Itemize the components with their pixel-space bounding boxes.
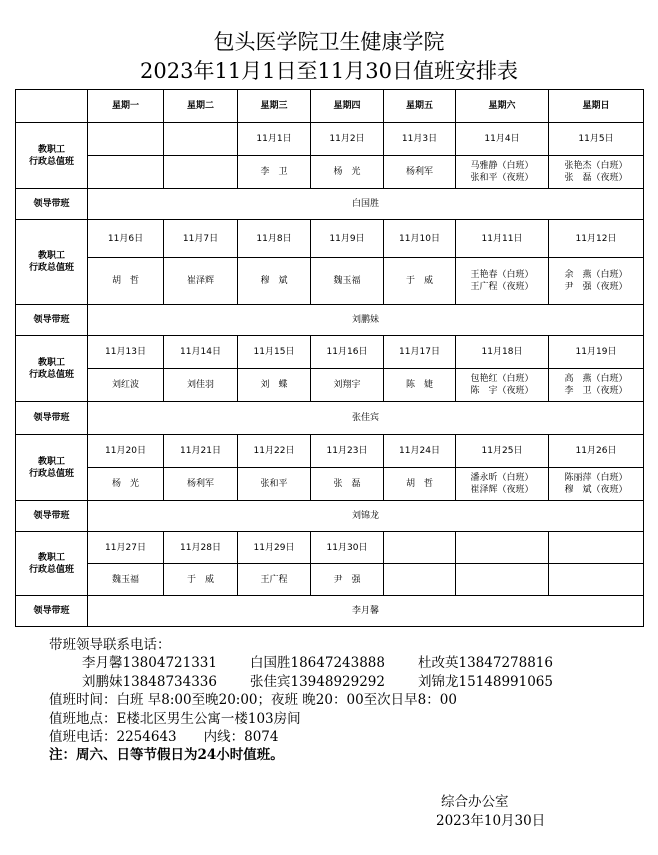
date-row [16, 220, 644, 258]
page-subtitle: 2023年11月1日至11月30日值班安排表 [140, 59, 518, 83]
day-header: 星期六 [456, 90, 549, 123]
staff-label-line1: 教职工 [37, 251, 65, 261]
leader-row [16, 189, 644, 220]
duty-person: 刘佳羽 [186, 380, 214, 390]
date-cell: 11月13日 [88, 336, 164, 369]
duty-cell [384, 258, 456, 305]
duty-person: 刘 蝶 [260, 380, 288, 390]
staff-label-line2: 行政总值班 [28, 156, 74, 167]
duty-cell [456, 369, 549, 402]
staff-duty-label [16, 336, 88, 402]
staff-label-line2: 行政总值班 [28, 564, 74, 575]
duty-person: 陈 宇（夜班） [470, 386, 534, 396]
leader-label: 领导带班 [16, 305, 88, 336]
duty-person: 潘永昕（白班） [470, 473, 534, 483]
duty-cell [384, 156, 456, 189]
date-cell: 11月11日 [456, 220, 549, 258]
duty-person: 王艳春（白班） [470, 270, 534, 280]
duty-person: 杨利军 [186, 479, 214, 489]
duty-person: 张和平（夜班） [470, 173, 534, 183]
duty-cell [384, 369, 456, 402]
issue-date: 2023年10月30日 [436, 813, 546, 829]
duty-person: 马雅静（白班） [470, 161, 534, 171]
header-row [16, 90, 644, 123]
date-row [16, 435, 644, 468]
duty-person: 包艳红（白班） [470, 374, 534, 384]
staff-duty-label [16, 220, 88, 305]
duty-person: 胡 哲 [111, 276, 139, 286]
duty-person: 陈 婕 [405, 380, 433, 390]
date-cell: 11月1日 [238, 123, 311, 156]
duty-cell [88, 258, 164, 305]
contact-entry: 杜改英13847278816 [418, 655, 553, 672]
leader-name: 张佳宾 [88, 402, 644, 435]
duty-time: 值班时间：白班 早8:00至晚20:00；夜班 晚20：00至次日早8：00 [49, 692, 457, 709]
duty-person: 张 磊 [333, 479, 361, 489]
duty-person: 尹 强（夜班） [564, 282, 628, 292]
duty-person: 于 威 [405, 276, 433, 286]
duty-cell [311, 156, 384, 189]
duty-cell [456, 156, 549, 189]
duty-cell [311, 468, 384, 501]
duty-cell [456, 468, 549, 501]
duty-cell [456, 564, 549, 596]
date-row [16, 123, 644, 156]
duty-person: 余 燕（白班） [564, 270, 628, 280]
date-cell: 11月20日 [88, 435, 164, 468]
duty-person: 王广程 [260, 574, 288, 585]
leader-row [16, 402, 644, 435]
staff-label-line1: 教职工 [37, 144, 65, 155]
date-cell: 11月23日 [311, 435, 384, 468]
contacts-title: 带班领导联系电话： [49, 637, 171, 653]
day-header: 星期二 [164, 90, 238, 123]
date-cell: 11月2日 [311, 123, 384, 156]
leader-name: 李月馨 [88, 596, 644, 627]
staff-duty-label [16, 435, 88, 501]
date-cell [88, 123, 164, 156]
date-cell: 11月12日 [549, 220, 644, 258]
duty-row [16, 564, 644, 596]
duty-person: 李 卫（夜班） [564, 386, 628, 396]
contact-entry: 张佳宾13948929292 [250, 673, 385, 690]
duty-cell [238, 564, 311, 596]
date-cell: 11月6日 [88, 220, 164, 258]
leader-label: 领导带班 [16, 501, 88, 532]
duty-row [16, 369, 644, 402]
date-cell [549, 532, 644, 564]
holiday-note: 注：周六、日等节假日为24小时值班。 [49, 747, 284, 764]
duty-cell [88, 564, 164, 596]
duty-person: 张艳杰（白班） [564, 161, 628, 171]
duty-cell [549, 564, 644, 596]
date-cell: 11月19日 [549, 336, 644, 369]
contact-entry: 刘鹏妹13848734336 [82, 673, 217, 690]
date-cell: 11月9日 [311, 220, 384, 258]
duty-person: 高 燕（白班） [564, 374, 628, 384]
duty-cell [164, 369, 238, 402]
duty-cell [456, 258, 549, 305]
leader-name: 刘鹏妹 [88, 305, 644, 336]
duty-cell [164, 468, 238, 501]
leader-name: 白国胜 [88, 189, 644, 220]
duty-person: 刘红波 [111, 380, 139, 390]
duty-row [16, 468, 644, 501]
date-row [16, 336, 644, 369]
day-header: 星期五 [384, 90, 456, 123]
date-cell: 11月22日 [238, 435, 311, 468]
notes-section [49, 636, 649, 765]
duty-person: 魏玉福 [333, 276, 361, 286]
date-cell: 11月17日 [384, 336, 456, 369]
corner-cell [16, 90, 88, 123]
duty-cell [164, 258, 238, 305]
date-cell: 11月14日 [164, 336, 238, 369]
leader-row [16, 501, 644, 532]
duty-cell [238, 468, 311, 501]
date-cell: 11月15日 [238, 336, 311, 369]
date-cell: 11月25日 [456, 435, 549, 468]
date-cell: 11月10日 [384, 220, 456, 258]
duty-person: 穆 斌（夜班） [564, 485, 628, 495]
duty-cell [311, 258, 384, 305]
duty-person: 杨 光 [111, 479, 139, 489]
contacts-row [49, 654, 649, 672]
duty-cell [88, 369, 164, 402]
date-cell: 11月28日 [164, 532, 238, 564]
staff-label-line2: 行政总值班 [28, 263, 74, 273]
day-header: 星期三 [238, 90, 311, 123]
staff-duty-label [16, 123, 88, 189]
staff-label-line1: 教职工 [37, 456, 65, 467]
duty-location: 值班地点：E楼北区男生公寓一楼103房间 [49, 710, 301, 727]
date-cell: 11月26日 [549, 435, 644, 468]
leader-label: 领导带班 [16, 596, 88, 627]
duty-cell [88, 468, 164, 501]
date-row [16, 532, 644, 564]
staff-duty-label [16, 532, 88, 596]
date-cell [384, 532, 456, 564]
date-cell [164, 123, 238, 156]
duty-cell [384, 564, 456, 596]
date-cell: 11月16日 [311, 336, 384, 369]
staff-label-line1: 教职工 [37, 552, 65, 563]
leader-name: 刘锦龙 [88, 501, 644, 532]
duty-cell [238, 258, 311, 305]
day-header: 星期一 [88, 90, 164, 123]
duty-cell [238, 369, 311, 402]
duty-person: 张和平 [260, 479, 288, 489]
duty-cell [549, 258, 644, 305]
duty-cell [164, 564, 238, 596]
contacts-row [49, 673, 649, 691]
leader-label: 领导带班 [16, 402, 88, 435]
staff-label-line1: 教职工 [37, 357, 65, 368]
duty-person: 刘翔宇 [333, 380, 361, 390]
date-cell: 11月21日 [164, 435, 238, 468]
duty-phone: 值班电话：2254643 内线：8074 [49, 729, 279, 746]
duty-person: 魏玉福 [111, 574, 139, 585]
duty-person: 崔泽辉（夜班） [470, 485, 534, 495]
date-cell: 11月3日 [384, 123, 456, 156]
duty-person: 杨 光 [333, 167, 361, 177]
duty-person: 于 威 [186, 574, 214, 585]
date-cell: 11月7日 [164, 220, 238, 258]
duty-cell [88, 156, 164, 189]
issuing-office: 综合办公室 [441, 794, 509, 810]
duty-schedule-table [15, 89, 644, 627]
duty-person: 王广程（夜班） [470, 282, 534, 292]
duty-cell [311, 369, 384, 402]
duty-cell [549, 156, 644, 189]
duty-cell [311, 564, 384, 596]
day-header: 星期日 [549, 90, 644, 123]
date-cell: 11月18日 [456, 336, 549, 369]
date-cell: 11月29日 [238, 532, 311, 564]
contact-entry: 李月馨13804721331 [82, 655, 217, 672]
date-cell: 11月30日 [311, 532, 384, 564]
staff-label-line2: 行政总值班 [28, 369, 74, 380]
contact-entry: 刘锦龙15148991065 [418, 673, 553, 690]
day-header: 星期四 [311, 90, 384, 123]
staff-label-line2: 行政总值班 [28, 468, 74, 479]
date-cell: 11月8日 [238, 220, 311, 258]
leader-row [16, 305, 644, 336]
date-cell [456, 532, 549, 564]
duty-row [16, 156, 644, 189]
date-cell: 11月24日 [384, 435, 456, 468]
duty-person: 杨利军 [405, 167, 433, 177]
duty-person: 穆 斌 [260, 276, 288, 286]
leader-label: 领导带班 [16, 189, 88, 220]
contact-entry: 白国胜18647243888 [250, 655, 385, 672]
duty-cell [384, 468, 456, 501]
duty-row [16, 258, 644, 305]
leader-row [16, 596, 644, 627]
duty-person: 张 磊（夜班） [564, 173, 628, 183]
duty-cell [164, 156, 238, 189]
duty-person: 胡 哲 [405, 479, 433, 489]
page-title: 包头医学院卫生健康学院 [213, 30, 445, 54]
duty-cell [549, 369, 644, 402]
duty-cell [238, 156, 311, 189]
duty-person: 尹 强 [333, 574, 361, 585]
date-cell: 11月27日 [88, 532, 164, 564]
duty-person: 陈丽萍（白班） [564, 473, 628, 483]
date-cell: 11月4日 [456, 123, 549, 156]
duty-person: 李 卫 [260, 167, 288, 177]
duty-person: 崔泽辉 [186, 276, 214, 286]
duty-cell [549, 468, 644, 501]
date-cell: 11月5日 [549, 123, 644, 156]
